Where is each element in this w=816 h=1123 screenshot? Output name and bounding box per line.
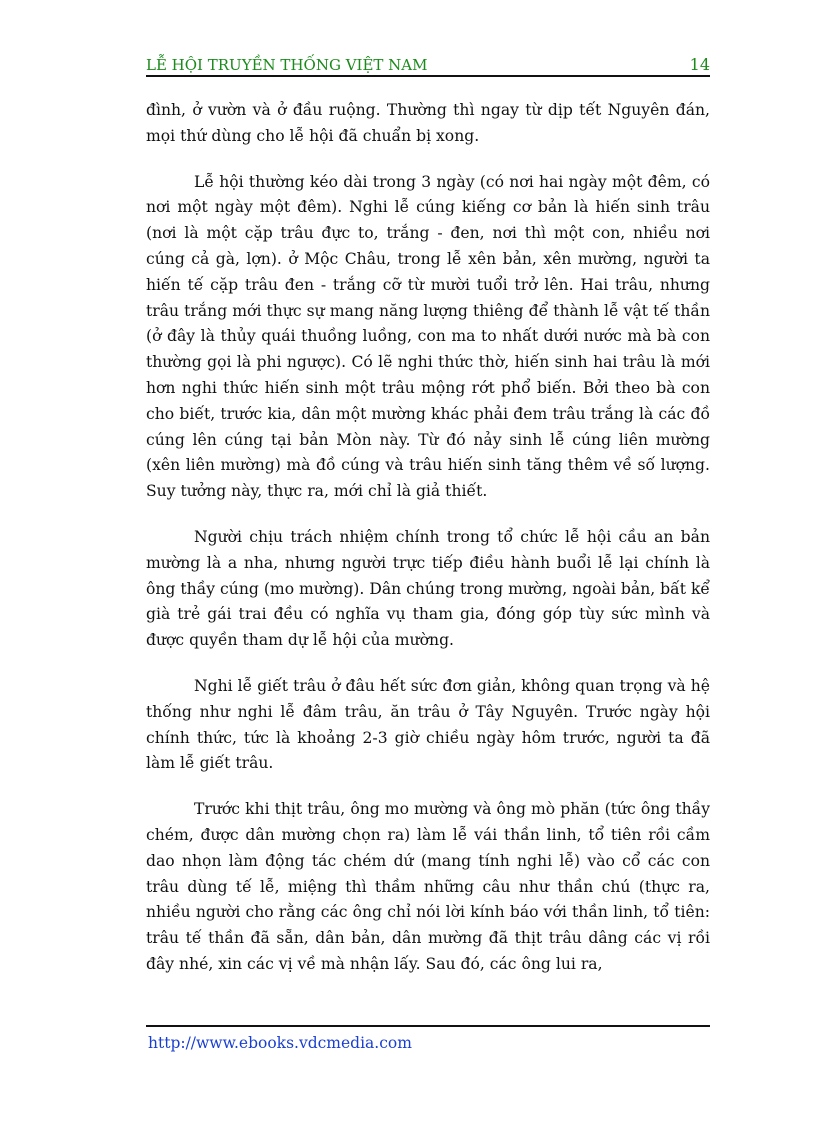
- page-number: 14: [689, 55, 710, 74]
- header-divider: [146, 75, 710, 77]
- paragraph: Người chịu trách nhiệm chính trong tổ chức lễ hội cầu an bản mường là a nha, nhưng người trực tiếp điều hành buổi lễ lại chính là ông thầy cúng (mo mường). Dân chúng trong mường, ngoài bản, bất kể già trẻ gái trai đều có nghĩa vụ tham gia, đóng góp tùy sức mình và được quyền tham dự lễ hội của mường.: [146, 527, 710, 650]
- footer-link[interactable]: http://www.ebooks.vdcmedia.com: [148, 1034, 412, 1052]
- running-header: [146, 52, 710, 74]
- paragraph: Nghi lễ giết trâu ở đâu hết sức đơn giản, không quan trọng và hệ thống như nghi lễ đâm trâu, ăn trâu ở Tây Nguyên. Trước ngày hội chính thức, tức là khoảng 2-3 giờ chiều ngày hôm trước, người ta đã làm lễ giết trâu.: [146, 676, 710, 773]
- paragraph: Lễ hội thường kéo dài trong 3 ngày (có nơi hai ngày một đêm, có nơi một ngày một đêm). Nghi lễ cúng kiếng cơ bản là hiến sinh trâu (nơi là một cặp trâu đực to, trắng - đen, nơi thì một con, nhiều nơi cúng cả gà, lợn). ở Mộc Châu, trong lễ xên bản, xên mường, người ta hiến tế cặp trâu đen - trắng cỡ từ mười tuổi trở lên. Hai trâu, nhưng trâu trắng mới thực sự mang năng lượng thiêng để thành lễ vật tế thần (ở đây là thủy quái thuồng luồng, con ma to nhất dưới nước mà bà con thường gọi là phi ngược). Có lẽ nghi thức thờ, hiến sinh hai trâu là mới hơn nghi thức hiến sinh một trâu mộng rớt phổ biến. Bởi theo bà con cho biết, trước kia, dân một mường khác phải đem trâu trắng là các đồ cúng lên cúng tại bản Mòn này. Từ đó nảy sinh lễ cúng liên mường (xên liên mường) mà đồ cúng và trâu hiến sinh tăng thêm về số lượng. Suy tưởng này, thực ra, mới chỉ là giả thiết.: [146, 172, 710, 501]
- paragraph: đình, ở vườn và ở đầu ruộng. Thường thì ngay từ dịp tết Nguyên đán, mọi thứ dùng cho lễ hội đã chuẩn bị xong.: [146, 101, 710, 145]
- body-text: [146, 98, 710, 998]
- book-title: LỄ HỘI TRUYỀN THỐNG VIỆT NAM: [146, 56, 428, 74]
- paragraph: Trước khi thịt trâu, ông mo mường và ông mò phăn (tức ông thầy chém, được dân mường chọn ra) làm lễ vái thần linh, tổ tiên rồi cầm dao nhọn làm động tác chém dứ (mang tính nghi lễ) vào cổ các con trâu dùng tế lễ, miệng thì thầm những câu như thần chú (thực ra, nhiều người cho rằng các ông chỉ nói lời kính báo với thần linh, tổ tiên: trâu tế thần đã sẵn, dân bản, dân mường đã thịt trâu dâng các vị rồi đây nhé, xin các vị về mà nhận lấy. Sau đó, các ông lui ra,: [146, 800, 710, 973]
- footer-divider: [146, 1025, 710, 1027]
